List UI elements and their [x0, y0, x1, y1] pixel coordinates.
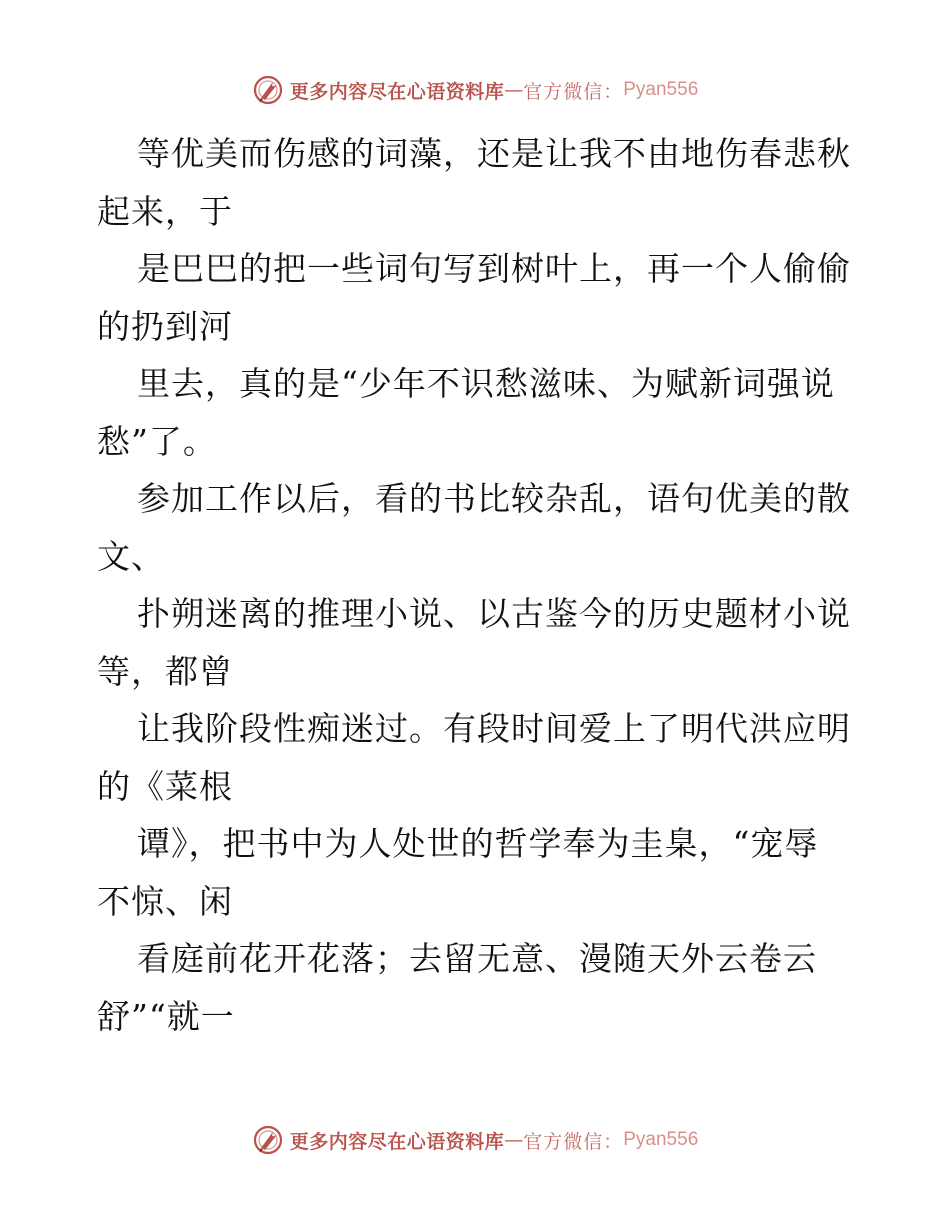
watermark-secondary-text: 官方微信： — [523, 1130, 624, 1153]
watermark-main-text: 更多内容尽在心语资料库 — [289, 80, 505, 103]
watermark-dash: — — [504, 1129, 524, 1151]
text-line: 里去，真的是“少年不识愁滋味、为赋新词强说 — [137, 364, 835, 403]
text-line: 的扔到河 — [97, 306, 233, 346]
text-line: 谭》，把书中为人处世的哲学奉为圭臬，“宠辱 — [137, 824, 819, 863]
text-line: 是巴巴的把一些词句写到树叶上，再一个人偷偷 — [137, 249, 851, 288]
watermark-dash: — — [504, 79, 524, 101]
text-line: 参加工作以后，看的书比较杂乱，语句优美的散 — [137, 479, 851, 518]
text-line: 舒”“就一 — [97, 996, 235, 1036]
text-line: 愁”了。 — [97, 421, 217, 461]
text-line: 等，都曾 — [97, 651, 233, 691]
text-line: 起来，于 — [97, 191, 233, 231]
watermark-main-text: 更多内容尽在心语资料库 — [289, 1130, 505, 1153]
text-line: 看庭前花开花落；去留无意、漫随天外云卷云 — [137, 939, 817, 978]
text-line: 文、 — [97, 536, 165, 576]
footer-watermark — [0, 1120, 950, 1160]
text-line: 不惊、闲 — [97, 881, 233, 921]
text-line: 让我阶段性痴迷过。有段时间爱上了明代洪应明 — [137, 709, 851, 748]
watermark-wechat-id: Pyan556 — [623, 1129, 699, 1150]
pen-nib-logo-icon — [252, 74, 284, 106]
header-watermark — [0, 70, 950, 110]
document-body — [97, 125, 867, 1045]
text-line: 的《菜根 — [97, 766, 233, 806]
watermark-secondary-text: 官方微信： — [523, 80, 624, 103]
watermark-wechat-id: Pyan556 — [623, 79, 699, 100]
pen-nib-logo-icon — [252, 1124, 284, 1156]
text-line: 等优美而伤感的词藻，还是让我不由地伤春悲秋 — [137, 134, 851, 173]
text-line: 扑朔迷离的推理小说、以古鉴今的历史题材小说 — [137, 594, 851, 633]
